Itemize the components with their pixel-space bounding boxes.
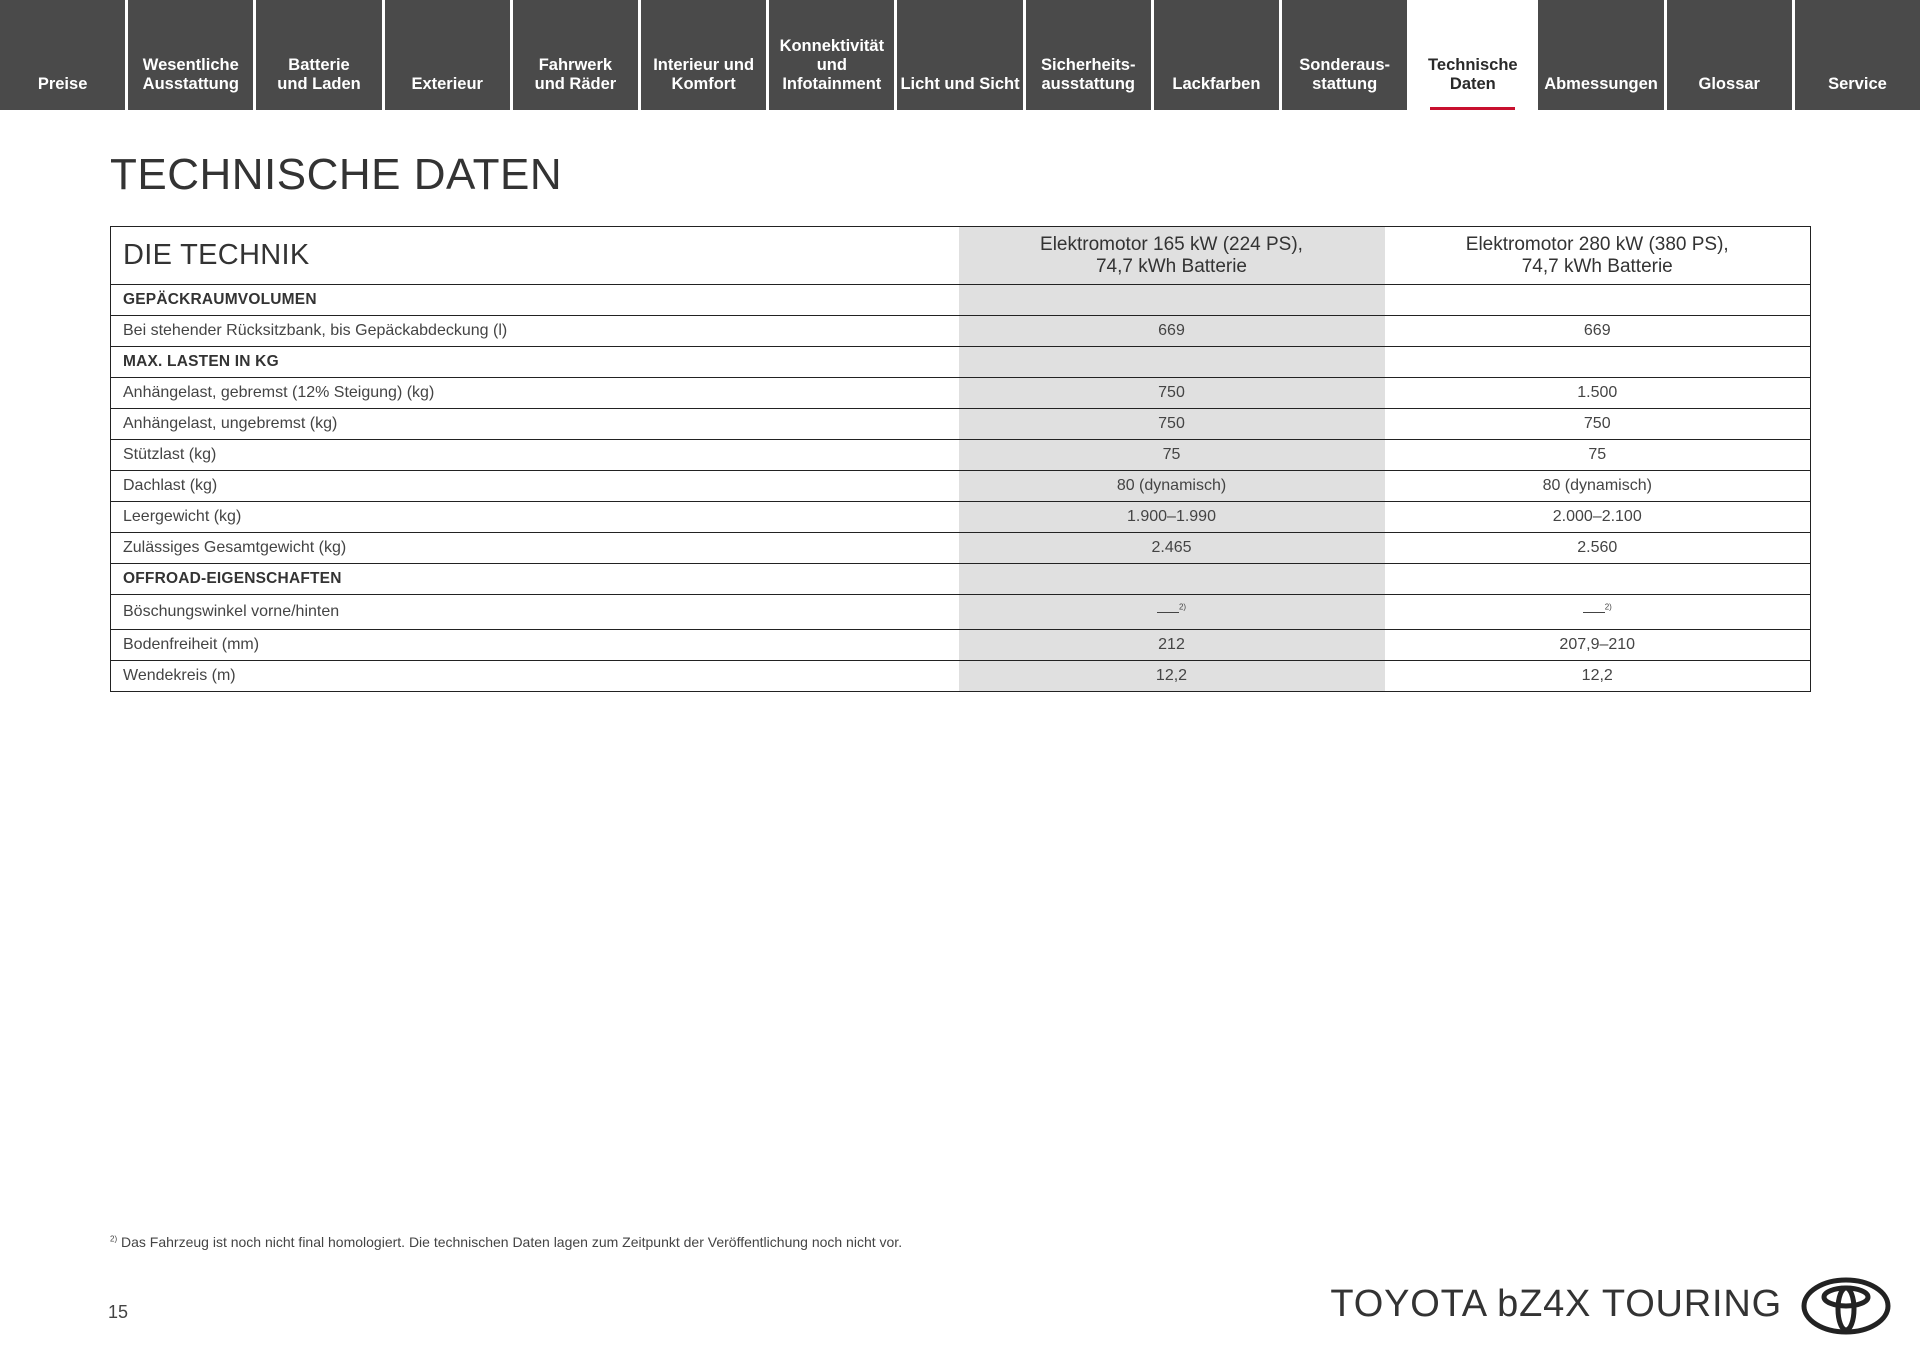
section-label: OFFROAD-EIGENSCHAFTEN <box>111 564 959 595</box>
table-row <box>111 378 1811 409</box>
nav-tab-12[interactable] <box>1410 0 1535 110</box>
value-280kw: 2.000–2.100 <box>1385 502 1811 533</box>
table-row <box>111 409 1811 440</box>
nav-tab-label: Exterieur <box>411 75 483 93</box>
nav-tab-label: Technische Daten <box>1428 56 1518 93</box>
nav-tab-14[interactable] <box>1667 0 1792 110</box>
value-280kw: 750 <box>1385 409 1811 440</box>
value-165kw: 1.900–1.990 <box>959 502 1385 533</box>
section-cell-165kw <box>959 285 1385 316</box>
row-label: Leergewicht (kg) <box>111 502 959 533</box>
footnote-reference: 2) <box>1178 602 1187 612</box>
table-row <box>111 533 1811 564</box>
value-165kw: 75 <box>959 440 1385 471</box>
nav-tab-7[interactable] <box>769 0 894 110</box>
value-280kw: 207,9–210 <box>1385 630 1811 661</box>
footnote-reference: 2) <box>1604 602 1612 612</box>
column-header-165kw-label: Elektromotor 165 kW (224 PS), 74,7 kWh Batterie <box>1040 233 1303 277</box>
value-165kw: 12,2 <box>959 661 1385 692</box>
nav-tab-label: Preise <box>37 75 88 93</box>
nav-tab-2[interactable] <box>128 0 253 110</box>
value-165kw: 750 <box>959 409 1385 440</box>
nav-tab-9[interactable] <box>1026 0 1151 110</box>
section-cell-165kw <box>959 347 1385 378</box>
nav-tab-label: Service <box>1828 75 1887 93</box>
footnote-text: Das Fahrzeug ist noch nicht final homologiert. Die technischen Daten lagen zum Zeitpunkt der Veröffentlichung noch nicht vor. <box>117 1234 903 1250</box>
value-280kw: 669 <box>1385 316 1811 347</box>
row-label: Anhängelast, ungebremst (kg) <box>111 409 959 440</box>
table-row <box>111 440 1811 471</box>
table-body <box>111 285 1811 692</box>
row-label: Anhängelast, gebremst (12% Steigung) (kg) <box>111 378 959 409</box>
nav-tab-13[interactable] <box>1538 0 1663 110</box>
table-row <box>111 502 1811 533</box>
nav-tab-label: Lackfarben <box>1172 75 1261 93</box>
nav-tab-label: Sonderaus- stattung <box>1299 56 1391 93</box>
section-row <box>111 285 1811 316</box>
nav-tab-label: Glossar <box>1698 75 1760 93</box>
not-available-dash <box>1157 612 1179 613</box>
nav-tab-label: Konnektivität und Infotainment <box>779 37 885 93</box>
section-label: GEPÄCKRAUMVOLUMEN <box>111 285 959 316</box>
brand-model-name: TOYOTA bZ4X TOURING <box>1330 1283 1782 1325</box>
column-header-165kw <box>959 227 1385 285</box>
nav-tab-5[interactable] <box>513 0 638 110</box>
table-header-row <box>111 227 1811 285</box>
row-label: Zulässiges Gesamtgewicht (kg) <box>111 533 959 564</box>
page-number: 15 <box>108 1302 129 1322</box>
row-label: Bei stehender Rücksitzbank, bis Gepäckabdeckung (l) <box>111 316 959 347</box>
spec-table <box>110 226 1811 692</box>
column-header-280kw-label: Elektromotor 280 kW (380 PS), 74,7 kWh Batterie <box>1465 233 1729 277</box>
value-165kw <box>959 595 1385 630</box>
value-165kw: 80 (dynamisch) <box>959 471 1385 502</box>
section-cell-280kw <box>1385 347 1811 378</box>
footnote-marker: 2) <box>110 1234 118 1244</box>
row-label: Böschungswinkel vorne/hinten <box>111 595 959 630</box>
value-165kw: 750 <box>959 378 1385 409</box>
value-165kw: 212 <box>959 630 1385 661</box>
table-row <box>111 661 1811 692</box>
value-280kw: 1.500 <box>1385 378 1811 409</box>
section-row <box>111 347 1811 378</box>
nav-tab-10[interactable] <box>1154 0 1279 110</box>
page-title: TECHNISCHE DATEN <box>110 150 563 199</box>
nav-tab-1[interactable] <box>0 0 125 110</box>
value-165kw: 669 <box>959 316 1385 347</box>
section-label: MAX. LASTEN IN KG <box>111 347 959 378</box>
toyota-logo-icon <box>1801 1277 1891 1335</box>
nav-tab-11[interactable] <box>1282 0 1407 110</box>
table-row <box>111 595 1811 630</box>
nav-tab-label: Fahrwerk und Räder <box>534 56 617 93</box>
nav-tab-label: Licht und Sicht <box>900 75 1020 93</box>
row-label: Wendekreis (m) <box>111 661 959 692</box>
row-label: Bodenfreiheit (mm) <box>111 630 959 661</box>
value-280kw: 80 (dynamisch) <box>1385 471 1811 502</box>
nav-tab-3[interactable] <box>256 0 381 110</box>
top-navigation <box>0 0 1920 110</box>
not-available-dash <box>1583 612 1605 613</box>
table-row <box>111 630 1811 661</box>
nav-tab-label: Batterie und Laden <box>277 56 361 93</box>
row-label: Dachlast (kg) <box>111 471 959 502</box>
column-header-280kw <box>1385 227 1811 285</box>
section-cell-280kw <box>1385 564 1811 595</box>
nav-tab-8[interactable] <box>897 0 1022 110</box>
nav-tab-15[interactable] <box>1795 0 1920 110</box>
section-cell-165kw <box>959 564 1385 595</box>
value-280kw <box>1385 595 1811 630</box>
section-cell-280kw <box>1385 285 1811 316</box>
nav-tab-label: Wesentliche Ausstattung <box>142 56 239 93</box>
nav-tab-4[interactable] <box>385 0 510 110</box>
nav-tab-6[interactable] <box>641 0 766 110</box>
value-280kw: 75 <box>1385 440 1811 471</box>
nav-tab-label: Interieur und Komfort <box>653 56 755 93</box>
value-280kw: 12,2 <box>1385 661 1811 692</box>
footnote <box>110 1234 902 1250</box>
table-row <box>111 316 1811 347</box>
value-165kw: 2.465 <box>959 533 1385 564</box>
table-row <box>111 471 1811 502</box>
nav-tab-label: Sicherheits- ausstattung <box>1041 56 1136 93</box>
nav-tab-label: Abmessungen <box>1544 75 1658 93</box>
value-280kw: 2.560 <box>1385 533 1811 564</box>
table-title: DIE TECHNIK <box>111 227 959 285</box>
section-row <box>111 564 1811 595</box>
row-label: Stützlast (kg) <box>111 440 959 471</box>
